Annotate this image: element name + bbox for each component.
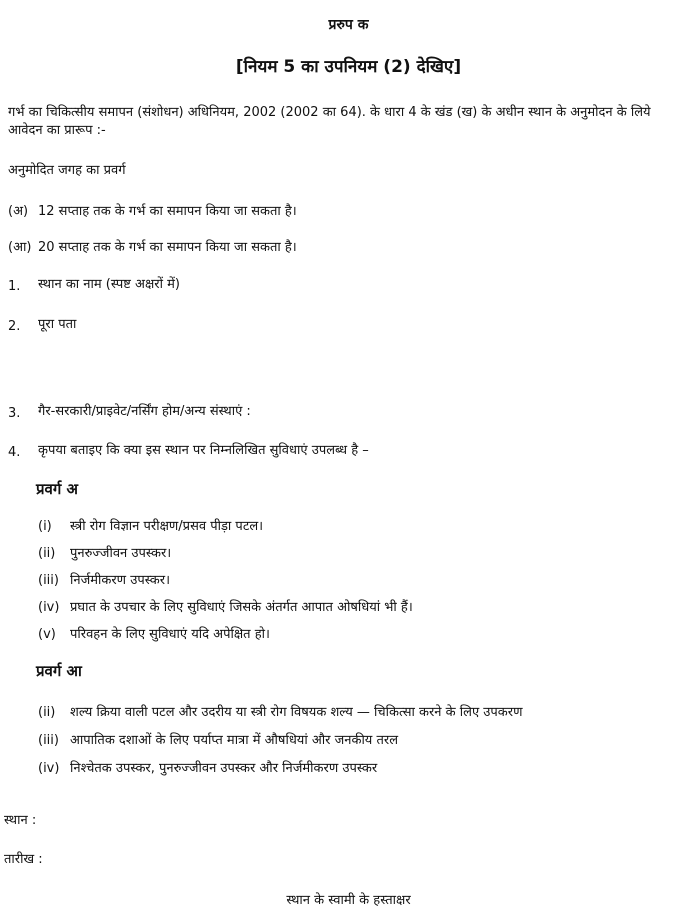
- list-item: निश्चेतक उपस्कर, पुनरुज्जीवन उपस्कर और निर्जमीकरण उपस्कर: [70, 761, 378, 776]
- category-text: 20 सप्ताह तक के गर्भ का समापन किया जा सकता है।: [38, 240, 297, 255]
- list-number: (iv): [38, 761, 60, 776]
- list-item: आपातिक दशाओं के लिए पर्याप्त मात्रा में औषधियां और जनकीय तरल: [70, 733, 399, 748]
- item-number: 3.: [8, 406, 21, 421]
- item-number: 2.: [8, 319, 21, 334]
- list-item: पुनरुज्जीवन उपस्कर।: [70, 546, 172, 561]
- rule-reference: [नियम 5 का उपनियम (2) देखिए]: [235, 57, 462, 77]
- form-title: प्ररुप क: [328, 17, 369, 33]
- owner-signature-label: स्थान के स्वामी के हस्ताक्षर: [286, 893, 411, 908]
- category-aa-heading: प्रवर्ग आ: [36, 662, 82, 680]
- list-number: (iv): [38, 600, 60, 615]
- item-number: 1.: [8, 279, 21, 294]
- list-item: परिवहन के लिए सुविधाएं यदि अपेक्षित हो।: [70, 627, 270, 642]
- item-full-address: पूरा पता: [38, 317, 77, 332]
- list-item: स्त्री रोग विज्ञान परीक्षण/प्रसव पीड़ा पटल।: [70, 519, 264, 534]
- item-facilities-question: कृपया बताइए कि क्या इस स्थान पर निम्नलिखित सुविधाएं उपलब्ध है –: [38, 443, 369, 458]
- place-label: स्थान :: [4, 813, 37, 828]
- list-item: प्रघात के उपचार के लिए सुविधाएं जिसके अंतर्गत आपात ओषधियां भी हैं।: [70, 600, 413, 615]
- list-number: (v): [38, 627, 56, 642]
- list-number: (ii): [38, 546, 56, 561]
- category-text: 12 सप्ताह तक के गर्भ का समापन किया जा सकता है।: [38, 204, 297, 219]
- list-number: (ii): [38, 705, 56, 720]
- category-label: (अ): [8, 204, 29, 219]
- intro-paragraph: गर्भ का चिकित्सीय समापन (संशोधन) अधिनियम, 2002 (2002 का 64). के धारा 4 के खंड (ख) के अधीन स्थान के अनुमोदन के लिये आवेदन का प्रारूप :-: [8, 105, 651, 138]
- list-number: (i): [38, 519, 52, 534]
- item-number: 4.: [8, 445, 21, 460]
- date-label: तारीख :: [4, 852, 43, 867]
- list-number: (iii): [38, 573, 59, 588]
- category-label: (आ): [8, 240, 32, 255]
- list-item: निर्जमीकरण उपस्कर।: [70, 573, 170, 588]
- list-number: (iii): [38, 733, 59, 748]
- item-institution-type: गैर-सरकारी/प्राइवेट/नर्सिंग होम/अन्य संस्थाएं :: [38, 404, 251, 419]
- category-a-heading: प्रवर्ग अ: [36, 480, 79, 498]
- item-place-name: स्थान का नाम (स्पष्ट अक्षरों में): [38, 277, 180, 292]
- category-heading: अनुमोदित जगह का प्रवर्ग: [8, 163, 126, 178]
- list-item: शल्य क्रिया वाली पटल और उदरीय या स्त्री रोग विषयक शल्य — चिकित्सा करने के लिए उपकरण: [70, 705, 523, 720]
